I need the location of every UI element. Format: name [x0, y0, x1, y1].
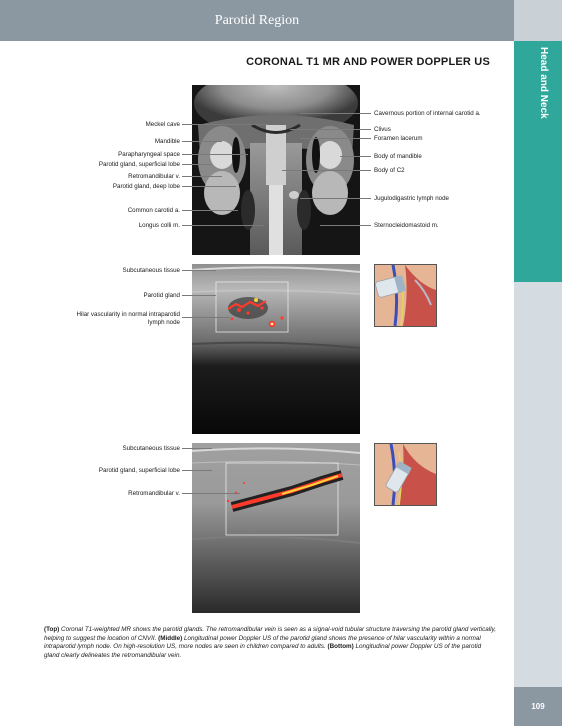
label-cavernous-ica: Cavernous portion of internal carotid a.: [374, 110, 481, 117]
leader-line: [182, 210, 238, 211]
caption-top-text: Coronal T1-weighted MR shows the parotid glands. The retromandibular vein is seen as a signal-void tubular structure traversing the parotid gland vertically, helping to suggest the location of CNVII.: [44, 626, 496, 642]
caption-bottom-tag: (Bottom): [327, 643, 354, 651]
leader-line: [182, 141, 222, 142]
caption-middle-tag: (Middle): [158, 634, 183, 642]
section-tab[interactable]: [514, 41, 562, 282]
leader-line: [282, 170, 371, 171]
leader-line: [300, 138, 371, 139]
label-parotid-superficial: Parotid gland, superficial lobe: [98, 161, 180, 168]
leader-line: [182, 164, 212, 165]
leader-line: [182, 317, 230, 318]
label-parotid-deep: Parotid gland, deep lobe: [112, 183, 180, 190]
caption-middle-text: Longitudinal power Doppler US of the parotid gland shows the presence of hilar vascularity within a normal intraparotid lymph node. On high-resolution US, more nodes are seen in children compared to adults.: [44, 634, 481, 651]
leader-line: [290, 129, 371, 130]
leader-line: [340, 156, 371, 157]
label-parotid-superficial-bottom: Parotid gland, superficial lobe: [98, 467, 180, 474]
leader-line: [182, 493, 240, 494]
leader-line: [182, 295, 216, 296]
label-foramen-lacerum: Foramen lacerum: [374, 135, 423, 142]
label-meckel-cave: Meckel cave: [145, 121, 180, 128]
section-tab-label: Head and Neck: [538, 47, 549, 119]
figure-caption: [44, 626, 496, 660]
label-common-carotid: Common carotid a.: [127, 207, 180, 214]
leader-line: [182, 225, 264, 226]
label-hilar-vascularity: Hilar vascularity in normal intraparotid: [76, 311, 180, 318]
label-jugulodigastric-node: Jugulodigastric lymph node: [374, 195, 449, 202]
page-header-title: Parotid Region: [214, 12, 300, 28]
leader-line: [182, 124, 268, 125]
page-header: [0, 0, 514, 41]
section-title: CORONAL T1 MR AND POWER DOPPLER US: [246, 56, 490, 68]
leader-line: [182, 270, 216, 271]
label-retromandibular-v: Retromandibular v.: [128, 173, 180, 180]
label-parotid-gland-mid: Parotid gland: [143, 292, 180, 299]
label-mandible: Mandible: [154, 138, 180, 145]
page-number: 109: [531, 702, 545, 711]
label-subcutaneous-tissue-mid: Subcutaneous tissue: [122, 267, 180, 274]
label-longus-colli: Longus colli m.: [138, 222, 180, 229]
label-subcutaneous-tissue-bottom: Subcutaneous tissue: [122, 445, 180, 452]
page-number-box: [514, 687, 562, 726]
label-sternocleidomastoid: Sternocleidomastoid m.: [374, 222, 439, 229]
leader-line: [300, 198, 371, 199]
transducer-position-thumb-bottom: [374, 443, 437, 506]
side-strip-top: [514, 0, 562, 41]
leader-line: [320, 225, 371, 226]
label-retromandibular-v-bottom: Retromandibular v.: [128, 490, 180, 497]
caption-bottom-text: Longitudinal power Doppler US of the parotid gland clearly delineates the retromandibular vein.: [44, 643, 482, 659]
leader-line: [182, 186, 236, 187]
label-body-of-mandible: Body of mandible: [374, 153, 422, 160]
doppler-us-image-middle: [192, 264, 360, 434]
doppler-us-image-bottom: [192, 443, 360, 613]
leader-line: [182, 154, 248, 155]
label-parapharyngeal-space: Parapharyngeal space: [118, 151, 180, 158]
label-hilar-vascularity-cont: lymph node: [148, 319, 180, 326]
leader-line: [182, 470, 212, 471]
label-body-of-c2: Body of C2: [374, 167, 405, 174]
transducer-position-thumb-middle: [374, 264, 437, 327]
leader-line: [300, 113, 371, 114]
leader-line: [182, 448, 212, 449]
caption-top-tag: (Top): [44, 626, 60, 633]
label-clivus: Clivus: [374, 126, 391, 133]
leader-line: [182, 176, 222, 177]
